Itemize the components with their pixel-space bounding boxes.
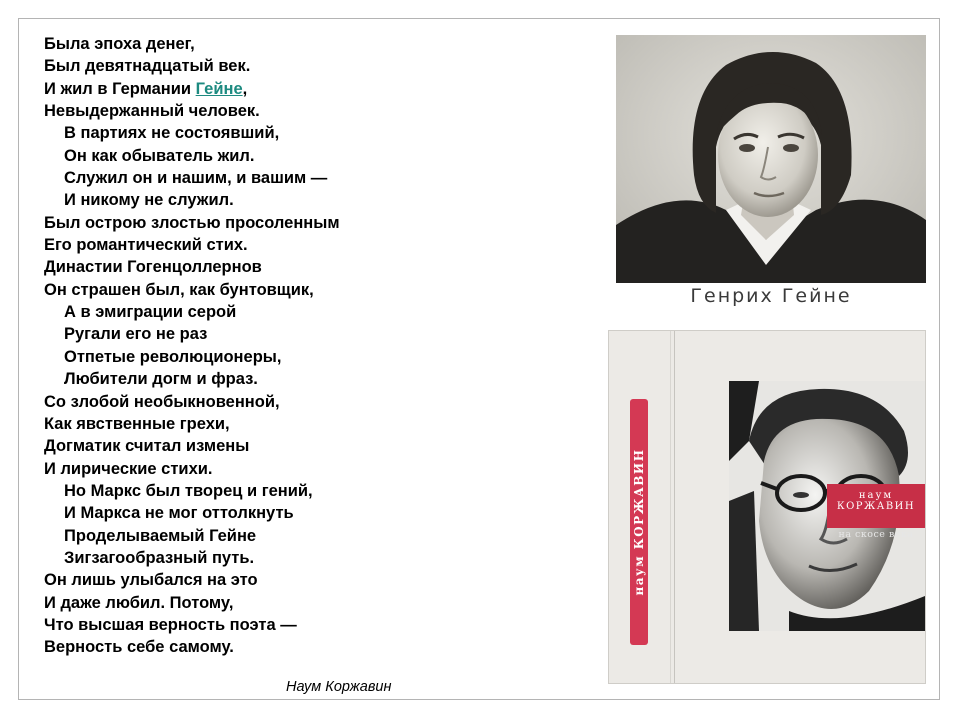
poem-line (44, 100, 564, 122)
poem-line (44, 122, 564, 144)
book-author-first-name: наум (858, 490, 894, 501)
poem-line (44, 480, 564, 502)
poem-line-text: И Маркса не мог оттолкнуть (64, 504, 294, 523)
poem-line (44, 167, 564, 189)
poem-line-punctuation: , (242, 79, 248, 98)
poem-line (44, 279, 564, 301)
author-signature: Наум Коржавин (286, 679, 392, 695)
poem-line-text: Он как обыватель жил. (64, 146, 255, 165)
spine-edge (674, 331, 675, 683)
spine-label (630, 399, 648, 645)
poem-line-text: Со злобой необыкновенной, (44, 392, 280, 411)
poem-line-text: Он страшен был, как бунтовщик, (44, 280, 314, 299)
poem-line (44, 435, 564, 457)
poem-line-text: И даже любил. Потому, (44, 593, 234, 612)
poem-line (44, 212, 564, 234)
poem-line (44, 323, 564, 345)
poem-line-text: Что высшая верность поэта — (44, 615, 297, 634)
poem-line (44, 234, 564, 256)
poem-line-text: В партиях не состоявший, (64, 124, 280, 143)
poem-line (44, 145, 564, 167)
poem-line (44, 391, 564, 413)
poem-line (44, 189, 564, 211)
portrait-caption: Генрих Гейне (690, 285, 852, 307)
spine-edge (670, 331, 671, 683)
poem-line-text: Отпетые революционеры, (64, 347, 282, 366)
poem-line (44, 368, 564, 390)
poem-line-text: Проделываемый Гейне (64, 526, 257, 545)
poem-line-text: Верность себе самому. (44, 638, 234, 657)
poem-line (44, 614, 564, 636)
poem-line-text: Любители догм и фраз. (64, 370, 258, 389)
heine-portrait-image (616, 35, 926, 283)
spine-author-name: наум КОРЖАВИН (632, 448, 646, 596)
poem-line-text: Служил он и нашим, и вашим — (64, 169, 328, 188)
poem-line-text: Как явственные грехи, (44, 414, 230, 433)
poem-line (44, 301, 564, 323)
poem-line (44, 592, 564, 614)
poem-line-text: Ругали его не раз (64, 325, 208, 344)
poem-line (44, 547, 564, 569)
heine-link[interactable]: Гейне (195, 79, 243, 98)
book-title-block (827, 484, 925, 528)
poem-line-text: Невыдержанный человек. (44, 102, 260, 121)
poem-line-text: Был острою злостью просоленным (44, 213, 340, 232)
poem-line-text: Династии Гогенцоллернов (44, 258, 262, 277)
poem-line (44, 346, 564, 368)
poem-line (44, 78, 564, 100)
poem-line (44, 636, 564, 658)
poem-line-text: И лирические стихи. (44, 459, 213, 478)
poem-line-text: Был девятнадцатый век. (44, 57, 251, 76)
book-author-last-name: КОРЖАВИН (836, 501, 916, 512)
poem-line-text: И жил в Германии (44, 79, 196, 98)
poem-line (44, 458, 564, 480)
poem-line (44, 569, 564, 591)
book-cover-image (608, 330, 926, 684)
poem-line (44, 413, 564, 435)
poem-line-text: Была эпоха денег, (44, 35, 195, 53)
poem-line (44, 55, 564, 77)
poem-line (44, 256, 564, 278)
poem-line-text: А в эмиграции серой (64, 303, 237, 322)
poem-line-text: И никому не служил. (64, 191, 234, 210)
poem-line (44, 525, 564, 547)
book-subtitle: на скосе века (838, 529, 914, 540)
poem-text (44, 33, 564, 659)
poem-line (44, 502, 564, 524)
poem-line-text: Догматик считал измены (44, 437, 250, 456)
poem-line-text: Его романтический стих. (44, 236, 248, 255)
poem-line-text: Но Маркс был творец и гений, (64, 481, 313, 500)
poem-line-text: Зигзагообразный путь. (64, 548, 255, 567)
poem-line-text: Он лишь улыбался на это (44, 571, 258, 590)
poem-line (44, 33, 564, 55)
